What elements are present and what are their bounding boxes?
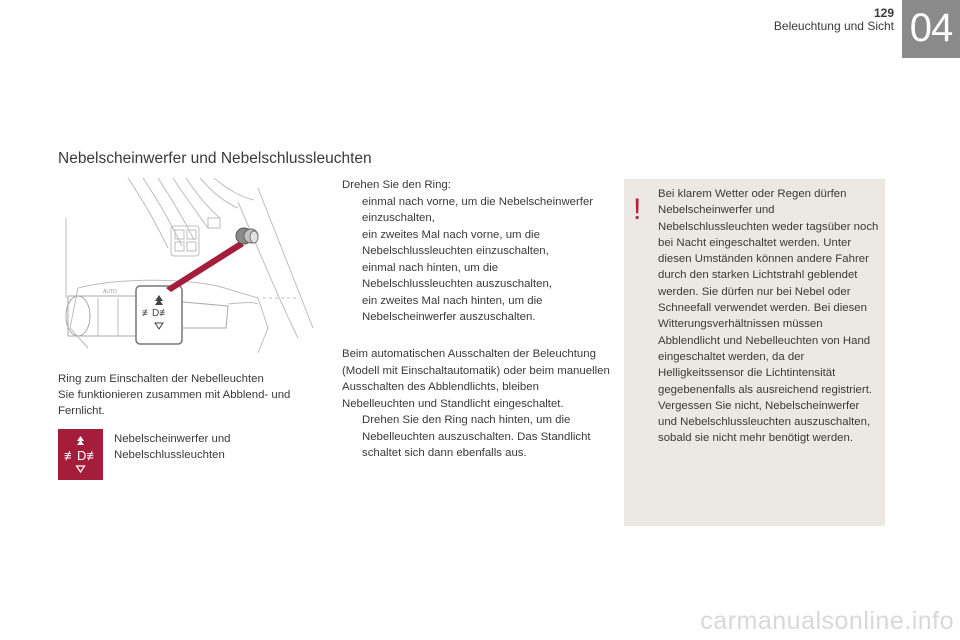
instructions-lead: Drehen Sie den Ring:: [342, 179, 451, 191]
chapter-title: Beleuchtung und Sicht: [773, 19, 894, 33]
chapter-number-box: 04: [902, 0, 960, 58]
auto-off-list: [342, 412, 612, 462]
list-item: einmal nach vorne, um die Nebelscheinwerfer einzuschalten,: [362, 195, 594, 224]
lighting-stalk-illustration: [58, 178, 320, 360]
caption-line-1: Ring zum Einschalten der Nebelleuchten: [58, 373, 264, 385]
auto-off-section: [342, 346, 612, 462]
caption-line-2: Sie funktionieren zusammen mit Abblend- und Fernlicht.: [58, 389, 291, 417]
list-item: Drehen Sie den Ring nach hinten, um die Nebelleuchten auszuschalten. Das Standlicht schaltet sich dann ebenfalls aus.: [362, 414, 591, 459]
list-item: einmal nach hinten, um die Nebelschlussleuchten auszuschalten,: [362, 261, 552, 290]
stalk-drawing: [58, 178, 320, 360]
section-title: Nebelscheinwerfer und Nebelschlussleuchten: [58, 150, 372, 167]
svg-text:≢D≢: ≢D≢: [64, 448, 100, 463]
list-item: ein zweites Mal nach vorne, um die Nebelschlussleuchten einzuschalten,: [362, 228, 549, 257]
ring-instructions: [342, 177, 612, 326]
page-number: 129: [873, 6, 894, 20]
svg-text:≢D≢: ≢D≢: [142, 308, 170, 319]
instructions-list: [342, 194, 612, 326]
warning-box: [624, 179, 885, 526]
list-item: ein zweites Mal nach hinten, um die Nebelscheinwerfer auszuschalten.: [362, 294, 543, 323]
fog-lights-icon: [58, 429, 103, 480]
warning-icon: !: [633, 193, 642, 226]
auto-label: AUTO: [103, 289, 117, 295]
illustration-caption: [58, 371, 318, 419]
fog-lights-label: Nebelscheinwerfer und Nebelschlussleuchten: [114, 433, 231, 461]
auto-off-text: Beim automatischen Ausschalten der Beleuchtung (Modell mit Einschaltautomatik) oder beim manuellen Ausschalten des Abblendlichts, bleiben Nebelleuchten und Standlicht eingeschaltet.: [342, 348, 610, 410]
warning-text: Bei klarem Wetter oder Regen dürfen Nebelscheinwerfer und Nebelschlussleuchten weder tagsüber noch bei Nacht eingeschaltet werden. Unter diesen Umständen können andere Fahrer durch den starken Lichtstrahl geblendet werden. Sie dürfen nur bei Nebel oder Schneefall verwendet werden. Bei diesen Witterungsverhältnissen müssen Abblendlicht und Nebelleuchten von Hand eingeschaltet werden, da der Helligkeitssensor die Lichtintensität gegebenenfalls als ausreichend registriert. Vergessen Sie nicht, Nebelscheinwerfer und Nebelschlussleuchten auszuschalten, sobald sie nicht mehr benötigt werden.: [658, 188, 879, 445]
watermark: carmanualsonline.info: [700, 607, 954, 635]
